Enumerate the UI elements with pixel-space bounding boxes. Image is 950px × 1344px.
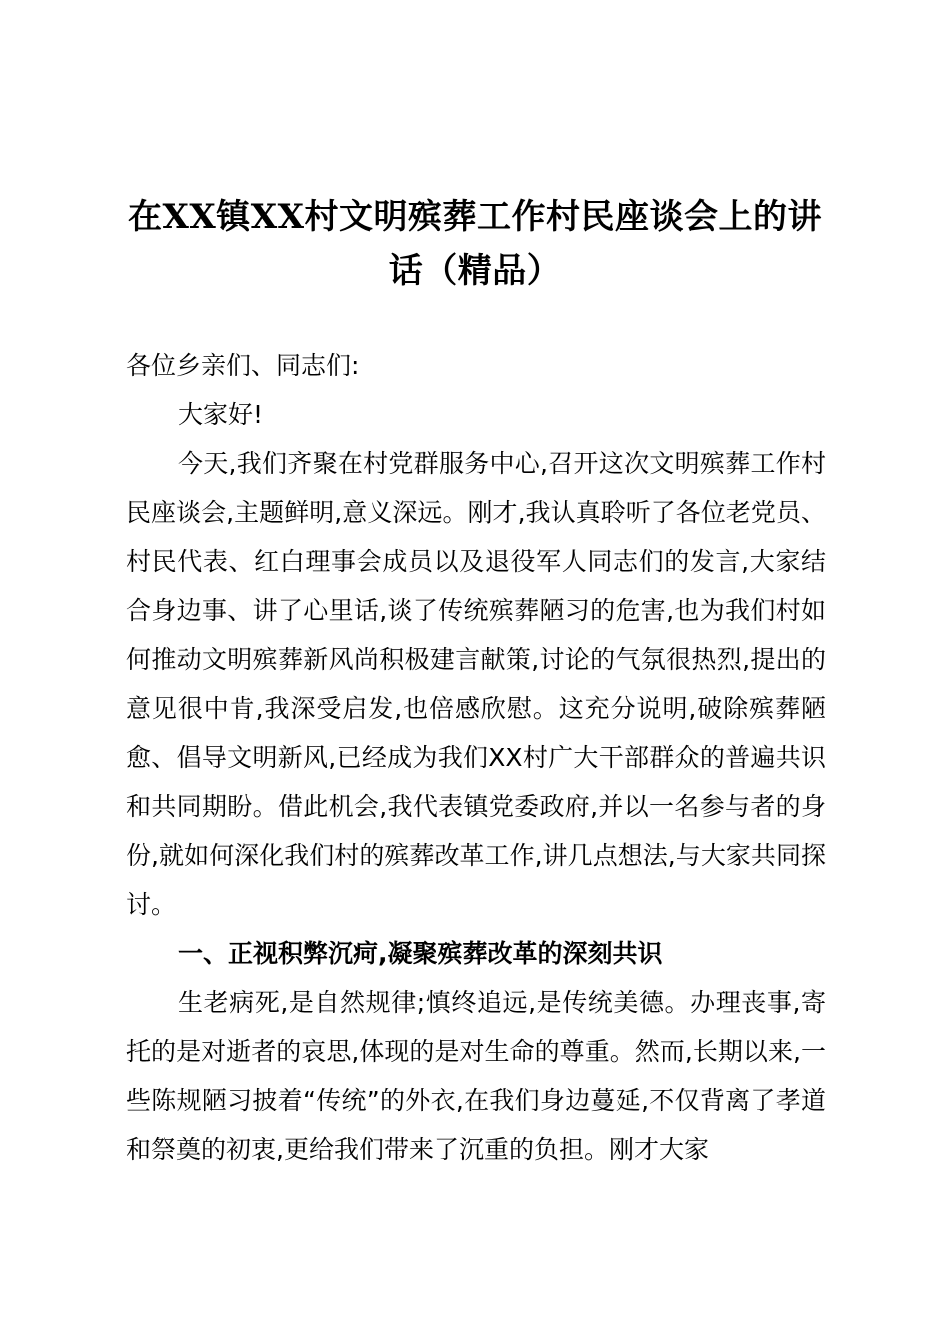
- document-title: 在XX镇XX村文明殡葬工作村民座谈会上的讲话（精品）: [127, 197, 823, 291]
- greeting: 大家好!: [178, 400, 264, 429]
- document-body: [126, 341, 826, 1174]
- section-heading: 一、正视积弊沉疴,凝聚殡葬改革的深刻共识: [178, 939, 663, 968]
- salutation: 各位乡亲们、同志们:: [126, 351, 360, 380]
- paragraph-intro: 今天,我们齐聚在村党群服务中心,召开这次文明殡葬工作村民座谈会,主题鲜明,意义深远。刚才,我认真聆听了各位老党员、村民代表、红白理事会成员以及退役军人同志们的发言,大家结合身边事、讲了心里话,谈了传统殡葬陋习的危害,也为我们村如何推动文明殡葬新风尚积极建言献策,讨论的气氛很热烈,提出的意见很中肯,我深受启发,也倍感欣慰。这充分说明,破除殡葬陋愈、倡导文明新风,已经成为我们XX村广大干部群众的普遍共识和共同期盼。借此机会,我代表镇党委政府,并以一名参与者的身份,就如何深化我们村的殡葬改革工作,讲几点想法,与大家共同探讨。: [126, 449, 826, 919]
- paragraph-section-1: 生老病死,是自然规律;慎终追远,是传统美德。办理丧事,寄托的是对逝者的哀思,体现的是对生命的尊重。然而,长期以来,一些陈规陋习披着“传统”的外衣,在我们身边蔓延,不仅背离了孝道和祭奠的初衷,更给我们带来了沉重的负担。刚才大家: [126, 988, 826, 1164]
